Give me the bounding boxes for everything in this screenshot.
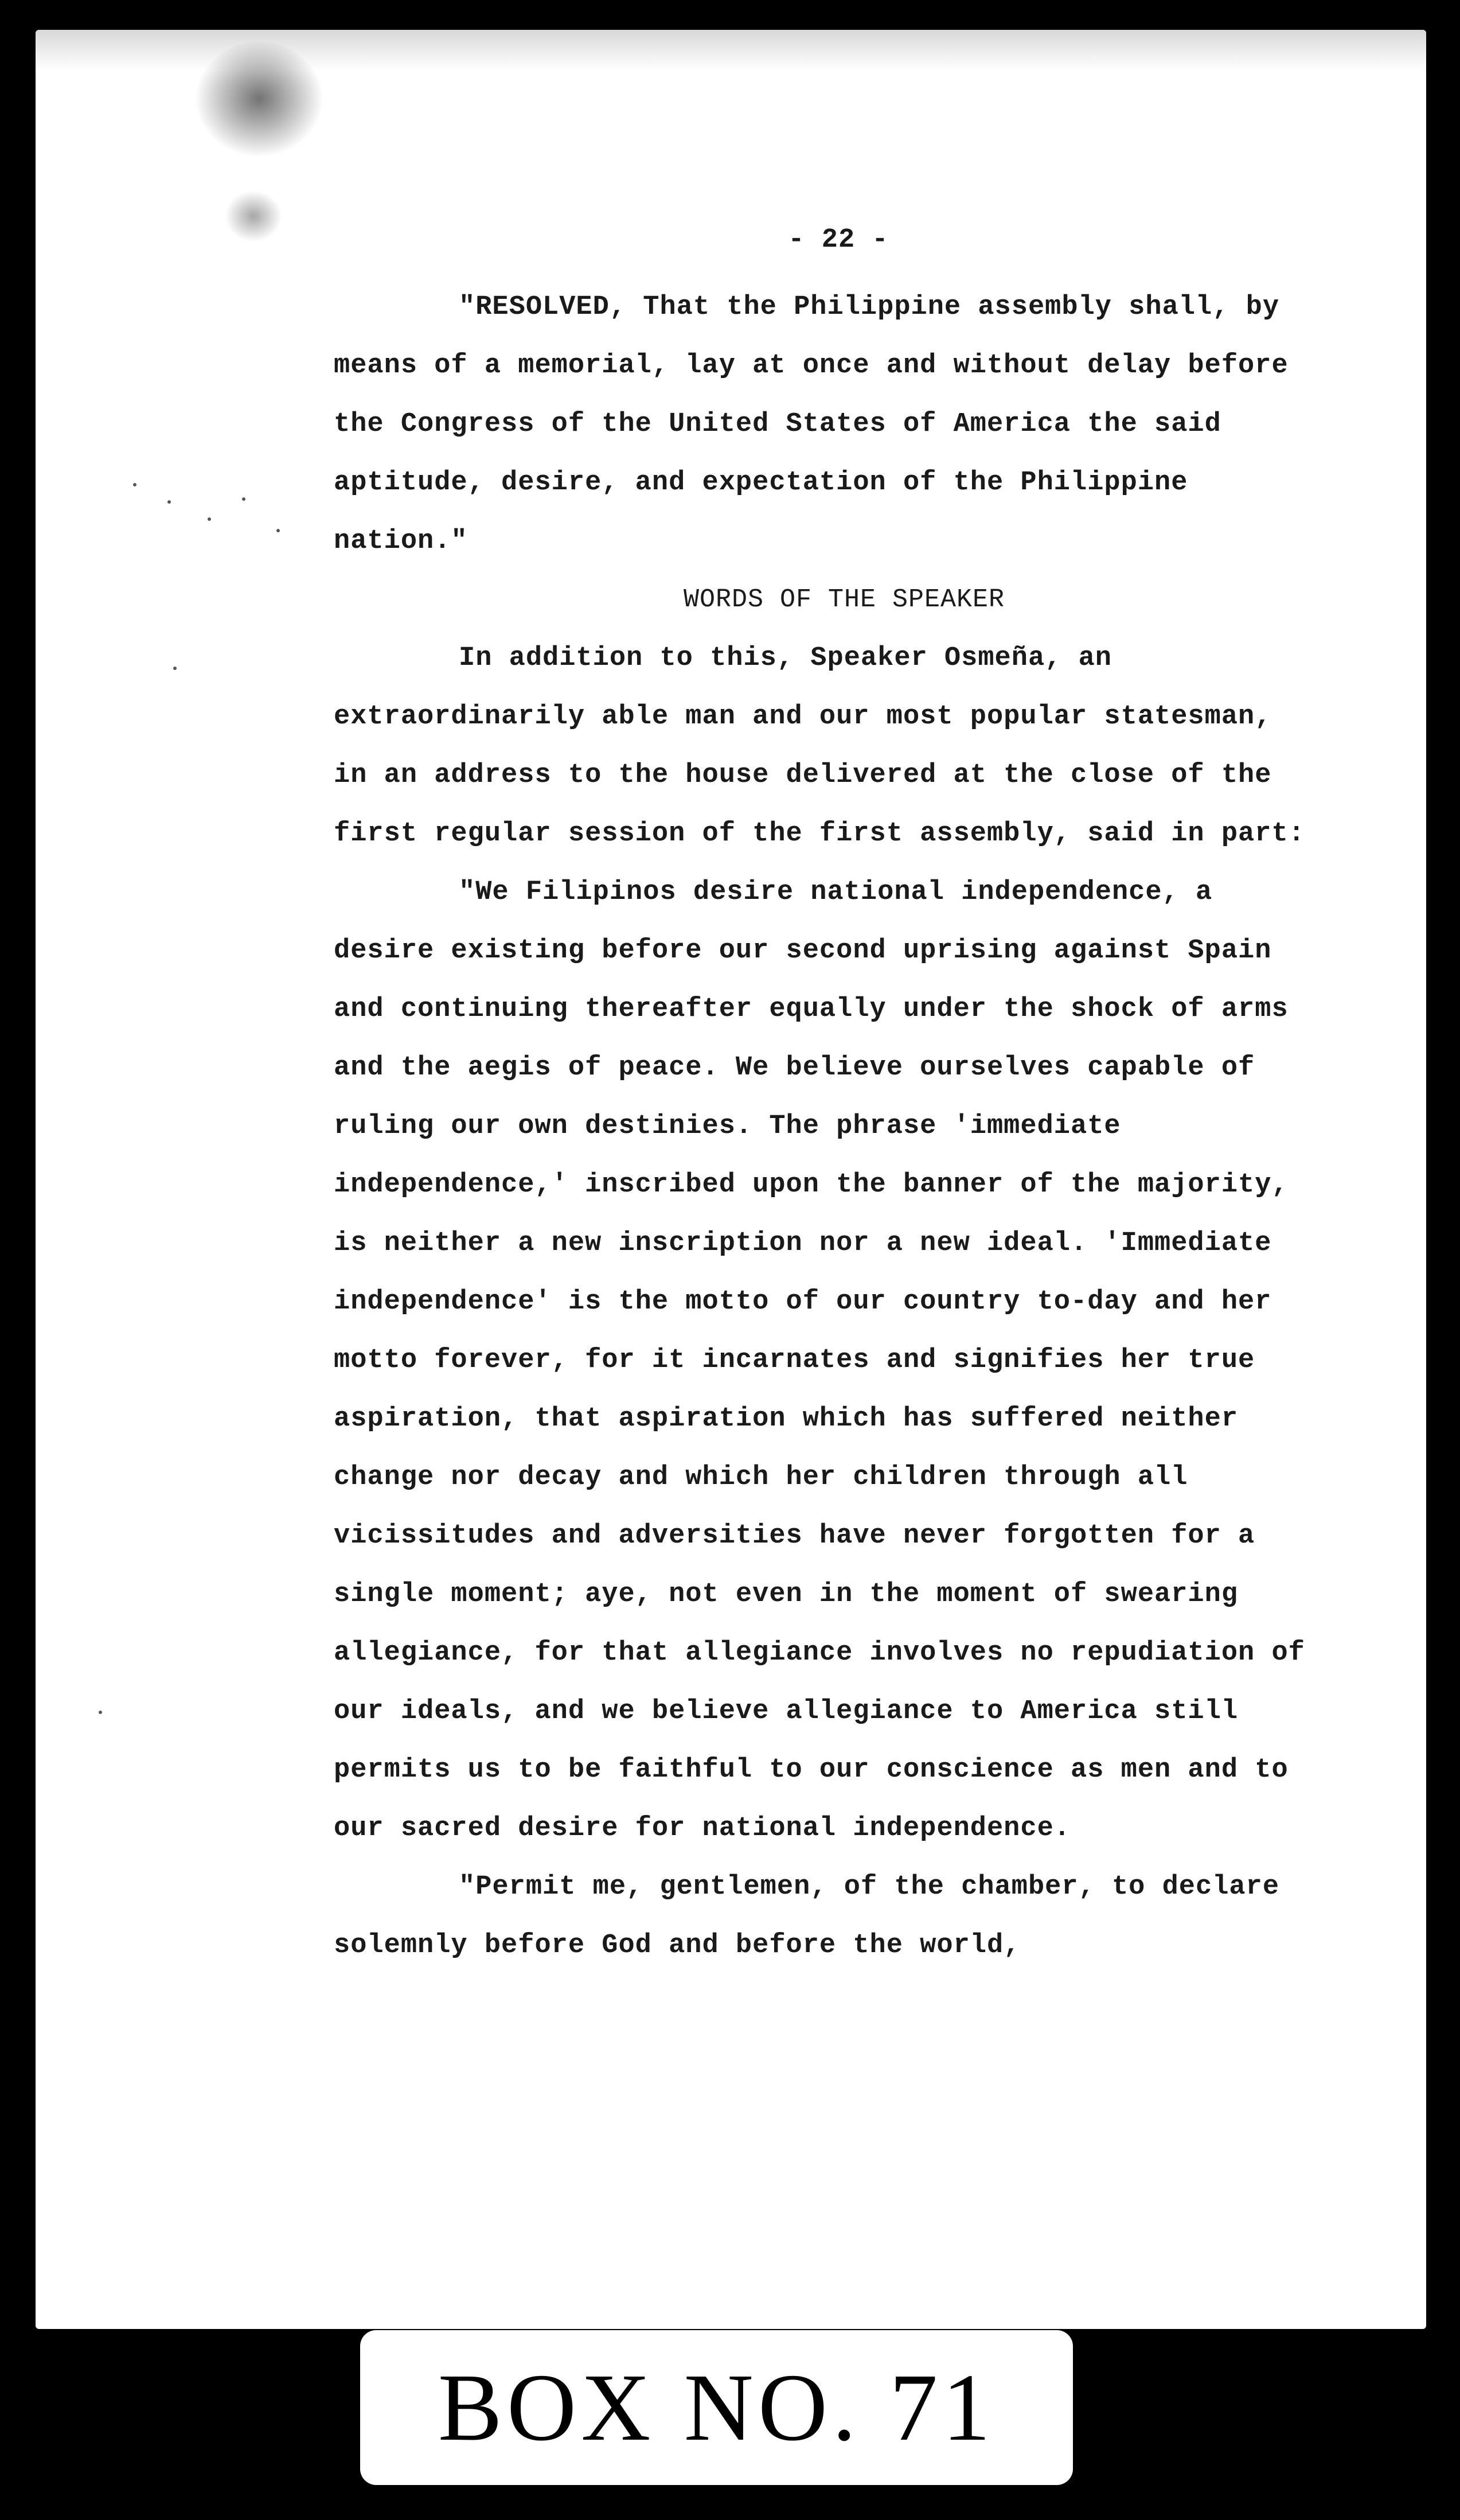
- box-label-text: BOX NO. 71: [438, 2354, 996, 2461]
- ink-smudge: [196, 41, 322, 156]
- section-heading: WORDS OF THE SPEAKER: [683, 585, 1005, 614]
- quote-paragraph: "We Filipinos desire national independence, a desire existing before our second uprising against Spain and continuing thereafter equally under the shock of arms and the aegis of peace. We believe ourselves capable of ruling our own destinies. The phrase 'immediate independence,' inscribed upon the banner of the majority, is neither a new inscription nor a new ideal. 'Immediate independence' is the motto of our country to-day and her motto forever, for it incarnates and signifies her true aspiration, that aspiration which has suffered neither change nor decay and which her children through all vicissitudes and adversities have never forgotten for a single moment; aye, not even in the moment of swearing allegiance, for that allegiance involves no repudiation of our ideals, and we believe allegiance to America still permits us to be faithful to our conscience as men and to our sacred desire for national independence.: [334, 877, 1305, 1844]
- speck: [276, 529, 280, 532]
- page-number: - 22 -: [788, 225, 889, 255]
- speck: [167, 500, 171, 504]
- speck: [133, 483, 136, 486]
- speck: [242, 497, 245, 501]
- document-page: [36, 30, 1426, 2329]
- intro-paragraph: In addition to this, Speaker Osmeña, an extraordinarily able man and our most popular statesman, in an address to the house delivered at the close of the first regular session of the first assembly, said in part:: [334, 643, 1305, 849]
- resolution-paragraph: "RESOLVED, That the Philippine assembly shall, by means of a memorial, lay at once and without delay before the Congress of the United States of America the said aptitude, desire, and expectation of the Philippine nation.": [334, 292, 1289, 556]
- closing-paragraph: "Permit me, gentlemen, of the chamber, to declare solemnly before God and before the world,: [334, 1872, 1280, 1961]
- speck: [208, 517, 211, 521]
- speck: [99, 1711, 102, 1714]
- ink-smudge-small: [225, 190, 282, 242]
- speck: [173, 667, 177, 670]
- box-label-card: [360, 2330, 1073, 2485]
- typed-text-body: [334, 225, 1320, 1975]
